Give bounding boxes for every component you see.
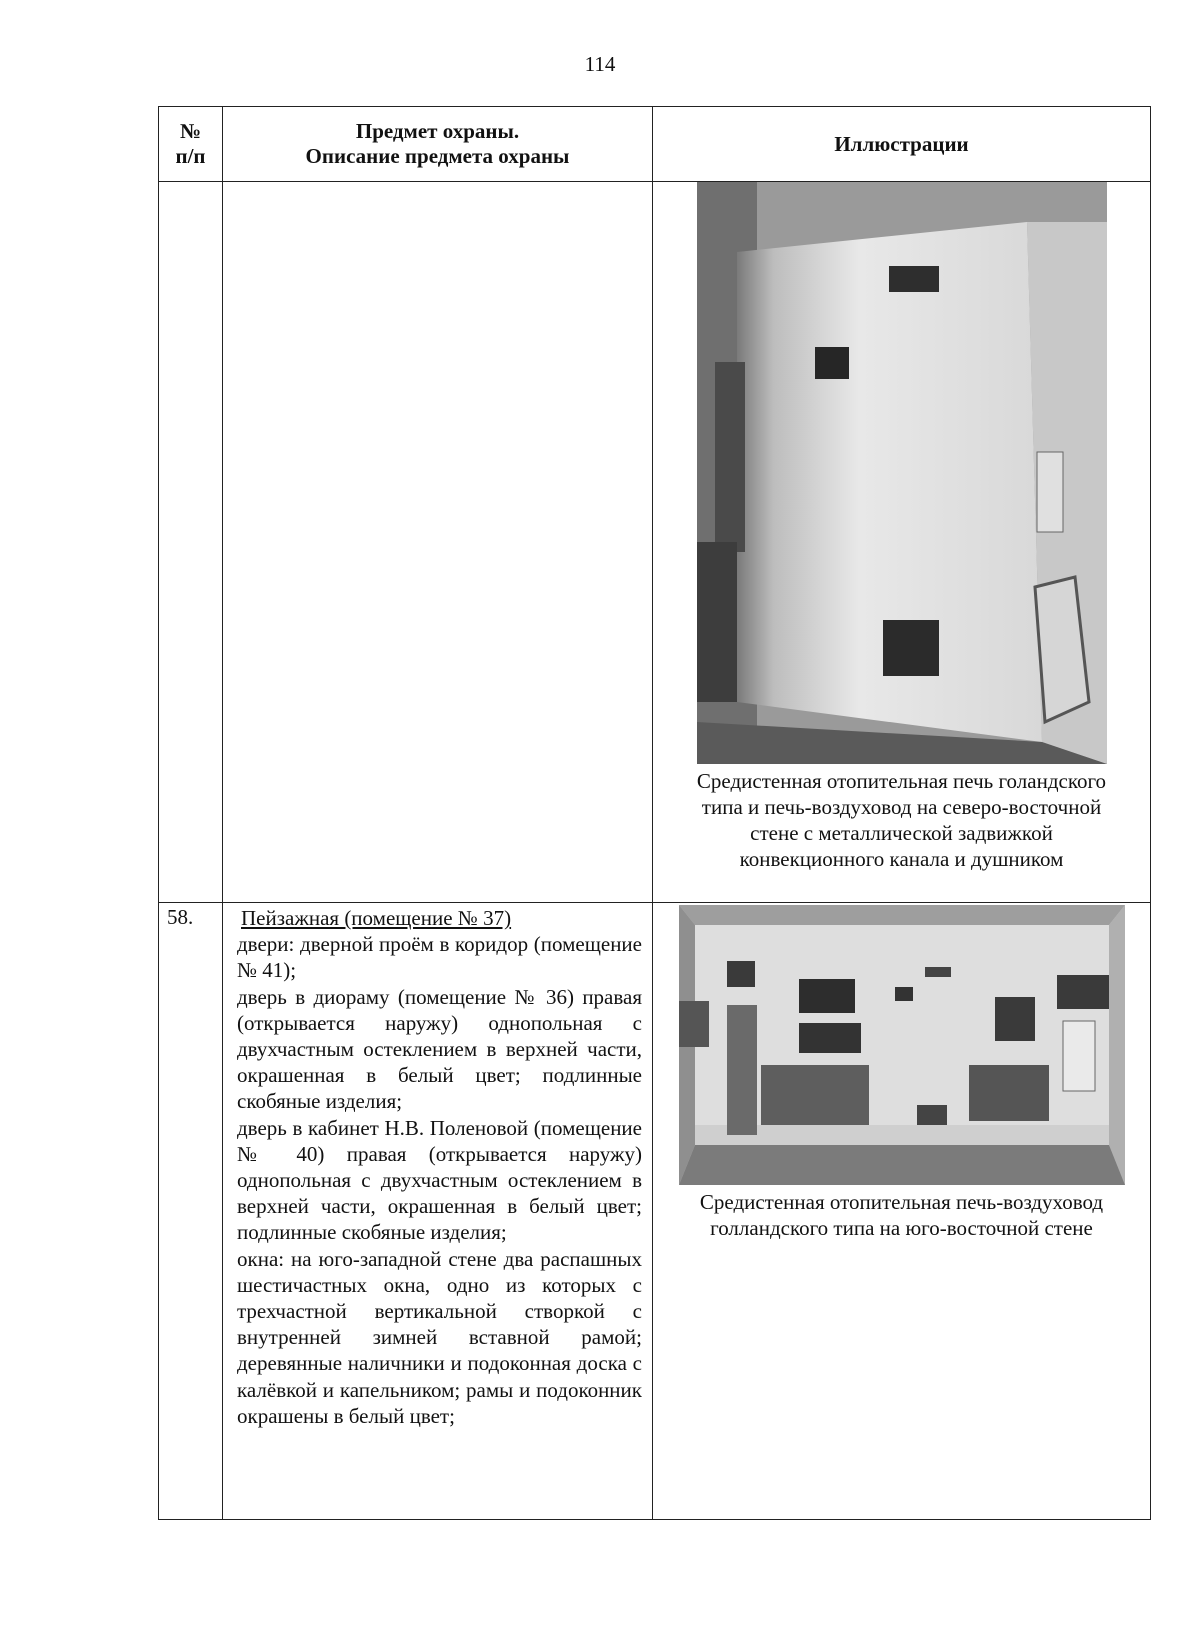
page-number: 114: [584, 52, 616, 76]
table-header-row: [159, 107, 1151, 182]
desc-paragraph: окна: на юго-западной стене два распашных шестичастных окна, одно из которых с трехчастной вертикальной створкой с внутренней зимней вставной рамой; деревянные наличники и подоконная доска с калёвкой и капельником; рамы и подоконник окрашены в белый цвет;: [237, 1246, 642, 1428]
room-photo-icon: [679, 905, 1125, 1185]
heritage-table: [158, 106, 1151, 1520]
desc-cell: [223, 903, 653, 1520]
header-illus: Иллюстрации: [653, 107, 1151, 182]
room-title: Пейзажная (помещение № 37): [241, 906, 512, 930]
stove-photo-icon: [697, 182, 1107, 764]
header-desc-line1: Предмет охраны.: [355, 119, 520, 143]
header-num: [159, 107, 223, 182]
table-row: [159, 903, 1151, 1520]
table-row: [159, 182, 1151, 903]
desc-paragraph: дверь в диораму (помещение № 36) правая (открывается наружу) однопольная с двухчастным остеклением в верхней части, окрашенная в белый цвет; подлинные скобяные изделия;: [237, 984, 642, 1114]
header-desc: [223, 107, 653, 182]
desc-paragraph: двери: дверной проём в коридор (помещение № 41);: [237, 932, 642, 983]
room-caption: Средистенная отопительная печь-воздуховод голландского типа на юго-восточной стене: [699, 1190, 1104, 1240]
header-num-line2: п/п: [175, 144, 206, 168]
row-number: 58.: [159, 903, 223, 1520]
header-desc-line2: Описание предмета охраны: [305, 144, 570, 168]
illus-cell: [653, 182, 1151, 903]
stove-caption: Средистенная отопительная печь голандского типа и печь-воздуховод на северо-восточной стене с металлической задвижкой конвекционного канала и душником: [696, 769, 1107, 871]
desc-cell-empty: [223, 182, 653, 903]
illus-cell: [653, 903, 1151, 1520]
desc-paragraph: дверь в кабинет Н.В. Поленовой (помещение № 40) правая (открывается наружу) однопольная с двухчастным остеклением в верхней части, окрашенная в белый цвет; подлинные скобяные изделия;: [237, 1115, 642, 1245]
num-cell-empty: [159, 182, 223, 903]
header-num-line1: №: [179, 119, 202, 143]
